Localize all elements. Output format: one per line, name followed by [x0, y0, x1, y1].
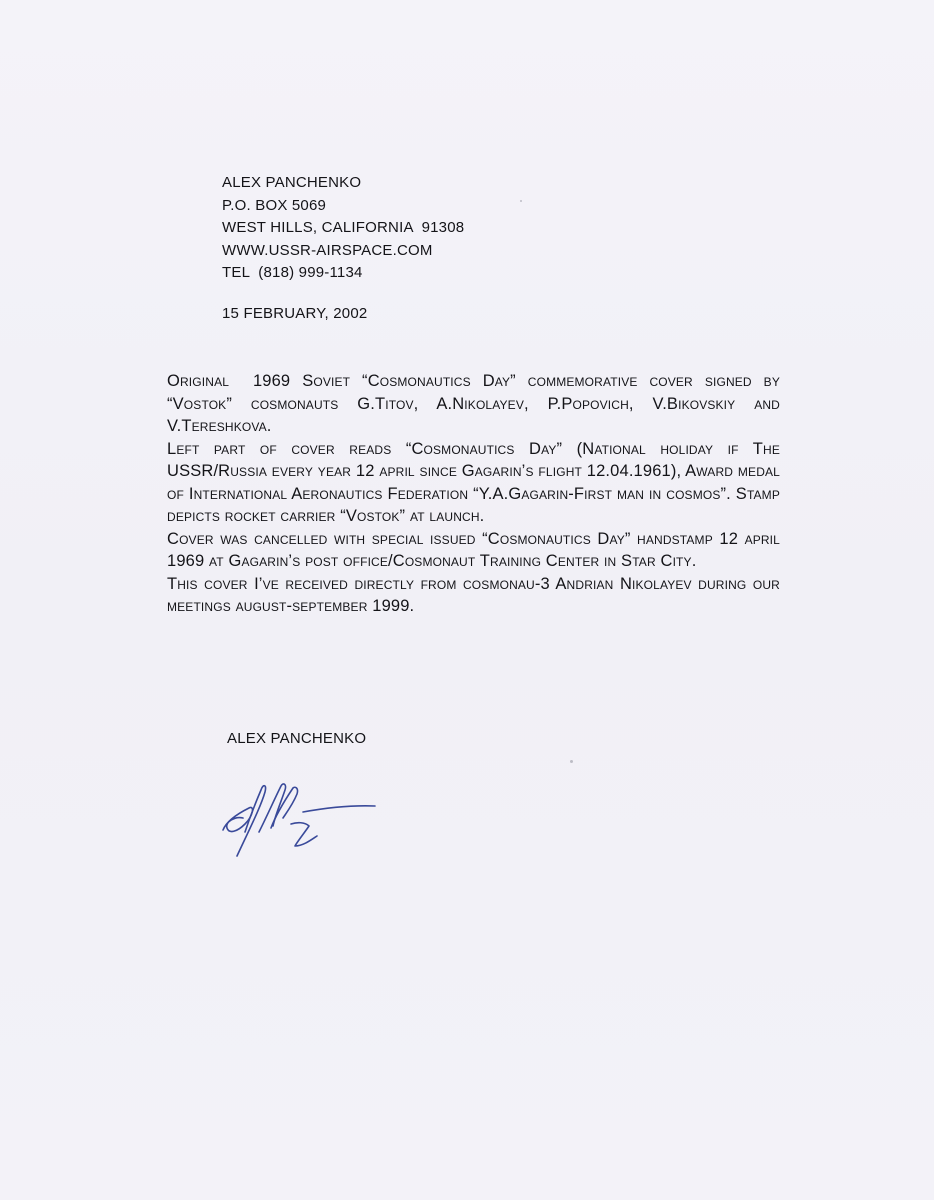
letterhead-phone: TEL (818) 999-1134 — [222, 264, 363, 281]
paper-speck — [570, 760, 573, 763]
letterhead-city-state: WEST HILLS, CALIFORNIA 91308 — [222, 219, 465, 236]
paper-speck — [520, 200, 522, 202]
letterhead-name: ALEX PANCHENKO — [222, 174, 362, 191]
body-paragraph: Left part of cover reads “Cosmonautics Day” (National holiday if The USSR/Russia every year 12 april since Gagarin’s flight 12.04.1961), Award medal of International Aeronautics Federation “Y.A.Gagarin-First man in cosmos”. Stamp depicts rocket carrier “Vostok” at launch. — [167, 439, 780, 525]
handwritten-signature — [215, 772, 385, 862]
letterhead — [222, 172, 464, 285]
letterhead-po-box: P.O. BOX 5069 — [222, 196, 327, 214]
body-paragraph: Original 1969 Soviet “Cosmonautics Day” commemorative cover signed by “Vostok” cosmonauts G.Titov, A.Nikolayev, P.Popovich, V.Bikovskiy and V.Tereshkova. — [167, 372, 785, 435]
letterhead-website: WWW.USSR-AIRSPACE.COM — [222, 241, 433, 259]
body-paragraph: This cover I’ve received directly from cosmonau-3 Andrian Nikolayev during our meetings august-september 1999. — [167, 574, 780, 615]
body-paragraph: Cover was cancelled with special issued “Cosmonautics Day” handstamp 12 april 1969 at Gagarin’s post office/Cosmonaut Training Center in Star City. — [167, 529, 780, 570]
letter-date: 15 FEBRUARY, 2002 — [222, 305, 368, 322]
letter-body — [167, 370, 785, 618]
signature-name: ALEX PANCHENKO — [227, 730, 367, 747]
